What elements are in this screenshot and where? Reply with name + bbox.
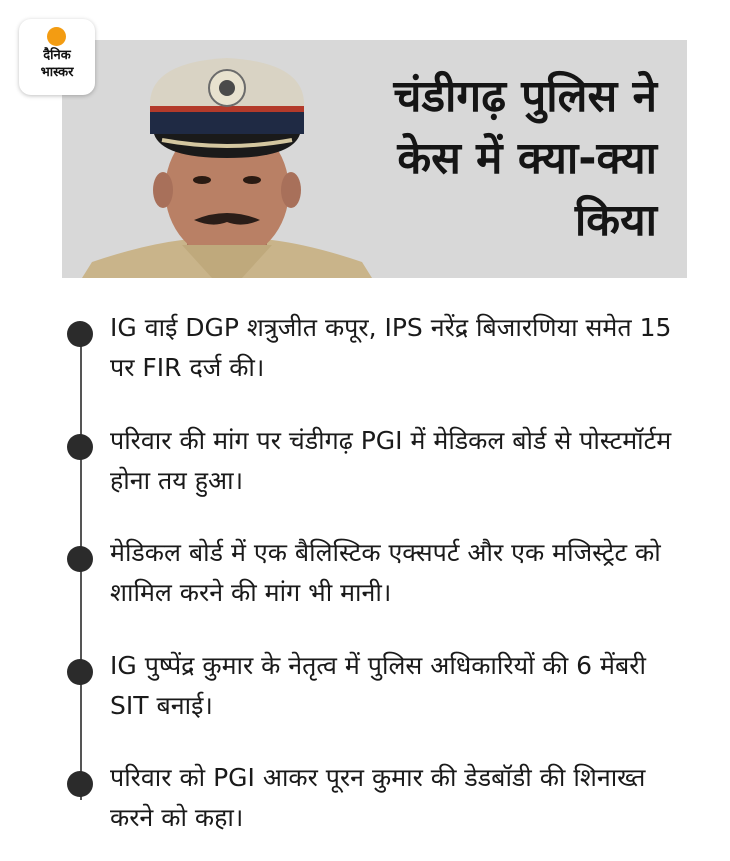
bullet-dot (67, 771, 93, 797)
bullet-dot (67, 321, 93, 347)
timeline-item (0, 418, 730, 518)
bullet-dot (67, 659, 93, 685)
item-text: IG वाई DGP शत्रुजीत कपूर, IPS नरेंद्र बिजारणिया समेत 15 पर FIR दर्ज की। (110, 313, 672, 382)
item-text: मेडिकल बोर्ड में एक बैलिस्टिक एक्सपर्ट और एक मजिस्ट्रेट को शामिल करने की मांग भी मानी। (110, 538, 661, 607)
logo-text-line2: भास्कर (40, 65, 74, 80)
item-text: परिवार को PGI आकर पूरन कुमार की डेडबॉडी की शिनाख्त करने को कहा। (110, 763, 646, 832)
header-banner (62, 40, 687, 278)
timeline-item (0, 305, 730, 405)
header-title: चंडीगढ़ पुलिस ने केस में क्या-क्या किया (393, 71, 657, 246)
timeline-item (0, 530, 730, 630)
sun-icon (47, 27, 66, 46)
dainik-bhaskar-logo (19, 19, 95, 95)
timeline-item (0, 755, 730, 855)
item-text: IG पुष्पेंद्र कुमार के नेतृत्व में पुलिस अधिकारियों की 6 मेंबरी SIT बनाई। (110, 651, 646, 720)
bullet-dot (67, 434, 93, 460)
police-officer-photo (62, 40, 392, 278)
logo-text-line1: दैनिक (43, 48, 71, 63)
timeline-item (0, 643, 730, 743)
item-text: परिवार की मांग पर चंडीगढ़ PGI में मेडिकल बोर्ड से पोस्टमॉर्टम होना तय हुआ। (110, 426, 672, 495)
bullet-dot (67, 546, 93, 572)
